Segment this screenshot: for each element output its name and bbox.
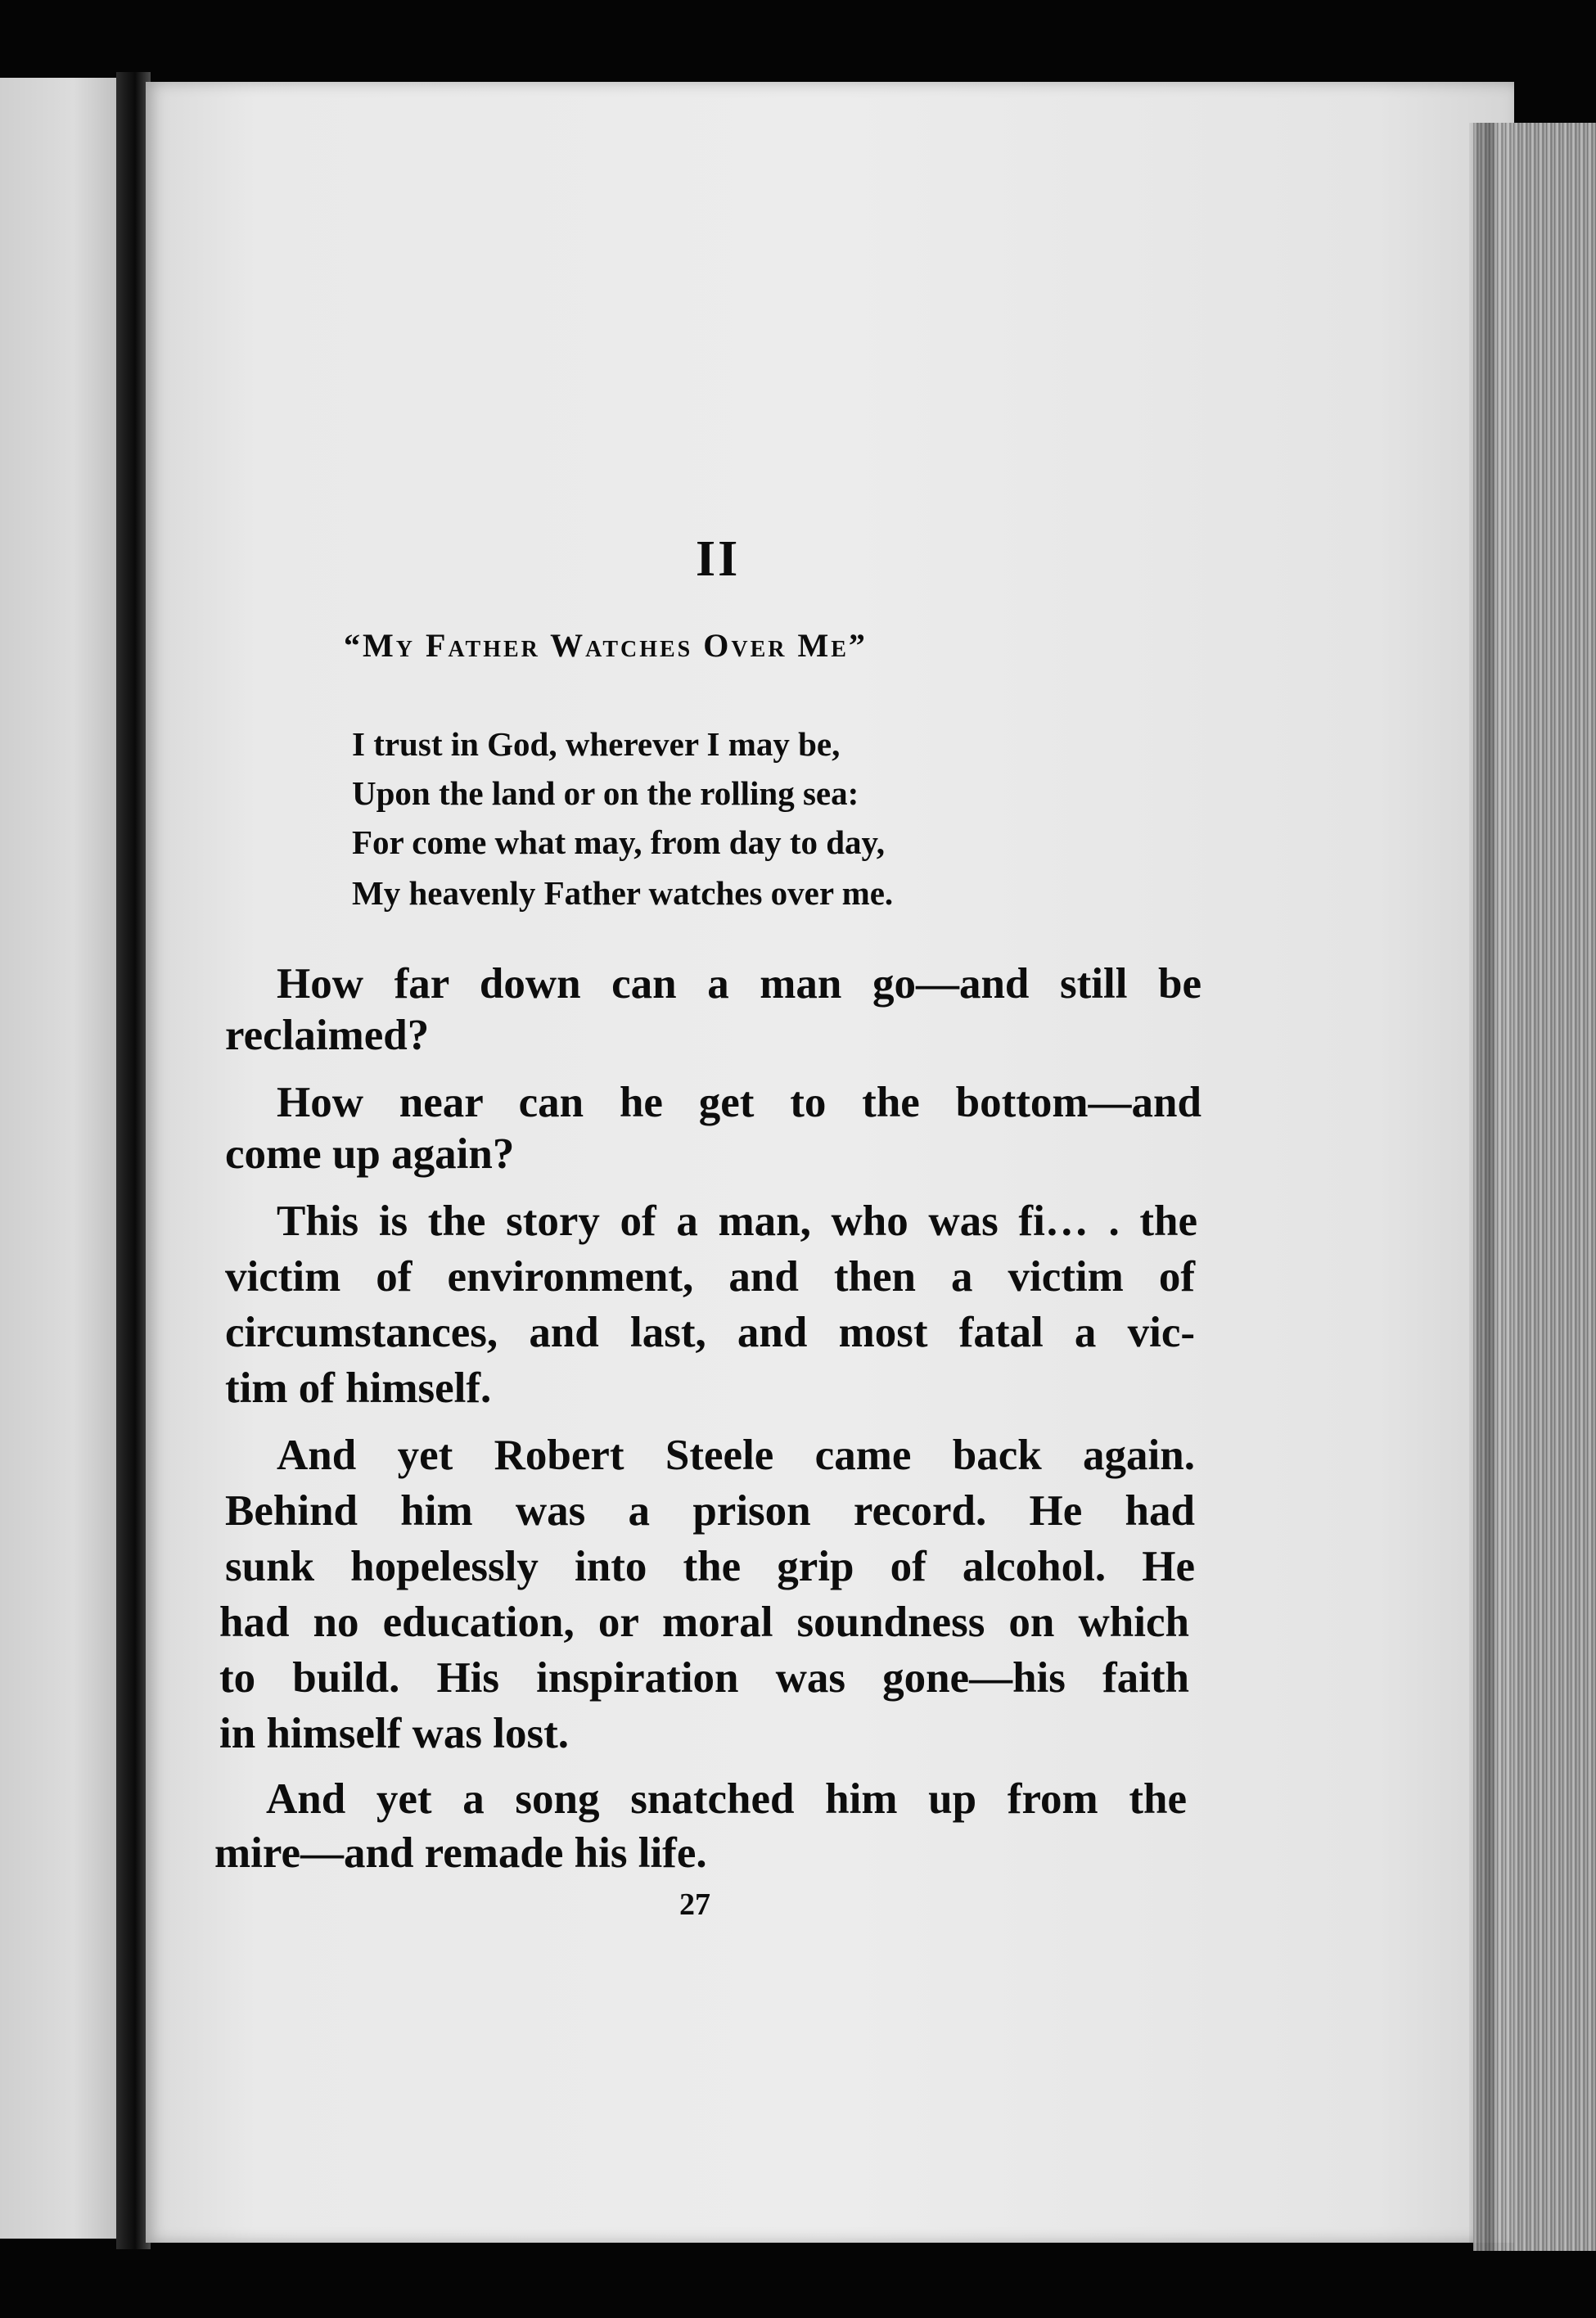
page-edge-shadow <box>1469 123 1494 2251</box>
body-line: This is the story of a man, who was fi… . the <box>277 1197 1197 1245</box>
facing-page-edge <box>0 78 123 2239</box>
body-line: How far down can a man go—and still be <box>277 960 1202 1008</box>
verse-line: My heavenly Father watches over me. <box>352 874 894 912</box>
body-line: How near can he get to the bottom—and <box>277 1079 1202 1126</box>
verse-line: Upon the land or on the rolling sea: <box>352 774 859 812</box>
chapter-title: “My Father Watches Over Me” <box>344 627 868 664</box>
verse-line: For come what may, from day to day, <box>352 823 886 861</box>
body-line: And yet a song snatched him up from the <box>266 1775 1187 1823</box>
verse-line: I trust in God, wherever I may be, <box>352 725 841 763</box>
body-line: Behind him was a prison record. He had <box>225 1487 1195 1535</box>
body-line: victim of environment, and then a victim of <box>225 1253 1195 1301</box>
body-line: mire—and remade his life. <box>214 1829 707 1877</box>
body-line: reclaimed? <box>225 1012 430 1059</box>
body-line: in himself was lost. <box>219 1710 569 1757</box>
body-line: to build. His inspiration was gone—his faith <box>219 1654 1189 1702</box>
body-line: And yet Robert Steele came back again. <box>277 1432 1195 1479</box>
body-line: circumstances, and last, and most fatal a vic- <box>225 1309 1195 1356</box>
body-line: sunk hopelessly into the grip of alcohol. He <box>225 1543 1195 1590</box>
chapter-number: II <box>696 531 741 587</box>
page-number: 27 <box>679 1887 710 1922</box>
body-line: had no education, or moral soundness on which <box>219 1599 1189 1646</box>
body-line: come up again? <box>225 1130 515 1178</box>
body-line: tim of himself. <box>225 1364 492 1412</box>
